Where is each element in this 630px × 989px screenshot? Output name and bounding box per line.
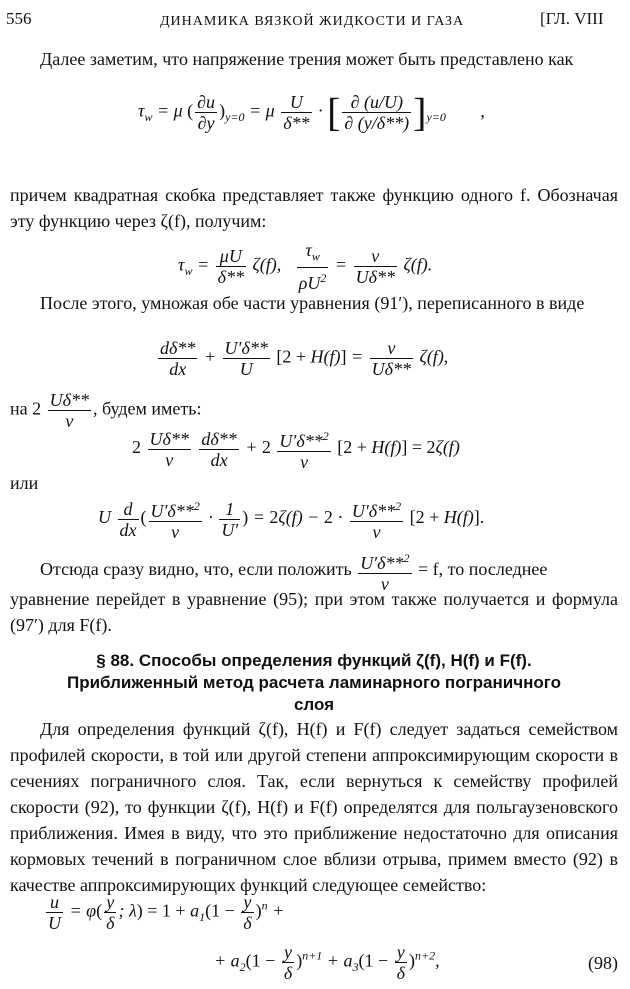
equation-number: (98) [588,953,618,973]
paragraph-3-text: После этого, умножая обе части уравнения (91′), переписанного в виде [40,293,585,313]
section-heading-line-2: Приближенный метод расчета ламинарного пограничного [67,673,561,692]
paragraph-6-text-a: Отсюда сразу видно, что, если положить [40,559,352,580]
paragraph-6-text-b: = f, то последнее [418,559,548,580]
equation-multiplied: 2 $\frac{U\delta**}{\nu}$ $\frac{d\delta**}{dx}$ + 2 $\frac{U'\delta**^2}{\nu}$ [2 + H(f)] = 2ζ(f) [132,426,460,472]
equation-zeta: $\tau_w$ = $\frac{\mu U}{\delta**}$ ζ(f), $\frac{\tau_w}{\rho U^2}$ = $\frac{\nu}{U\delta**}$ ζ(f). [178,240,433,293]
paragraph-6c [10,586,618,638]
page-number: 556 [6,9,32,28]
paragraph-4-text-b: , будем иметь: [93,398,202,419]
equation-final: U $\frac{d}{dx}$ ( $\frac{U'\delta**^2}{\nu}$ · $\frac{1}{U'}$ ) = 2ζ(f) − 2 · $\frac{U'\delta**^2}{\nu}$ [2 + H(f)]. [98,496,484,542]
paragraph-1 [10,46,618,72]
section-heading-line-1: § 88. Способы определения функций ζ(f), H(f) и F(f). [96,651,532,670]
equation-momentum: $\frac{d\delta**}{dx}$ + $\frac{U'\delta**}{U}$ [2 + H(f)] = $\frac{\nu}{U\delta**}$ ζ(f), [160,338,449,379]
paragraph-5: или [10,473,39,493]
paragraph-6c-text: уравнение перейдет в уравнение (95); при этом также получается и формула (97′) для F(f). [10,589,618,635]
paragraph-7-text: Для определения функций ζ(f), H(f) и F(f) следует задаться семейством профилей скорости, в той или другой степени аппроксимирующим скорости в сечениях пограничного слоя. Так, если вернуться к семейству профилей скорости (92), то функции ζ(f), H(f) и F(f) определятся для польгаузеновского приближения. Имея в виду, что это приближение недостаточно для описания кормовых течений в пограничном слое вблизи отрыва, примем вместо (92) в качестве аппроксимирующих функций следующее семейство: [10,719,618,895]
paragraph-3 [10,290,618,316]
equation-tau-w: $\tau_w = \mu$ ( $\frac{\partial u}{\partial y}$ )$_{y=0} = \mu$ $\frac{U}{\delta**}$ · [ $\frac{\partial (u/U)}{\partial (y/\delta**)}$ ]$_{y=0}$ , [138,89,485,135]
section-heading-line-3: слоя [293,695,335,714]
paragraph-1-text: Далее заметим, что напряжение трения может быть представлено как [40,49,574,69]
equation-98-line-2: + $a_2(1$ − $\frac{y}{\delta}$ )$^{n+1} + a_3(1$ − $\frac{y}{\delta}$ )$^{n+2}$, [214,942,440,983]
paragraph-6: Отсюда сразу видно, что, если положить $\frac{U'\delta**^2}{\nu}$ = f, то последнее [40,548,547,594]
equation-98-line-1: $\frac{u}{U}$ = φ( $\frac{y}{\delta}$ ; $\lambda) = 1 + a_1(1$ − $\frac{y}{\delta}$ )$^n$ + [48,892,285,933]
paragraph-2-text: причем квадратная скобка представляет также функцию одного f. Обозначая эту функцию через ζ(f), получим: [10,185,618,231]
paragraph-2 [10,182,618,234]
paragraph-4-text-a: на 2 [10,398,42,419]
chapter-label: [ГЛ. VIII [540,9,604,28]
running-title: ДИНАМИКА ВЯЗКОЙ ЖИДКОСТИ И ГАЗА [160,14,465,29]
paragraph-4: на 2 $\frac{U\delta**}{\nu}$ , будем иметь: [10,390,202,431]
paragraph-7 [10,716,618,898]
